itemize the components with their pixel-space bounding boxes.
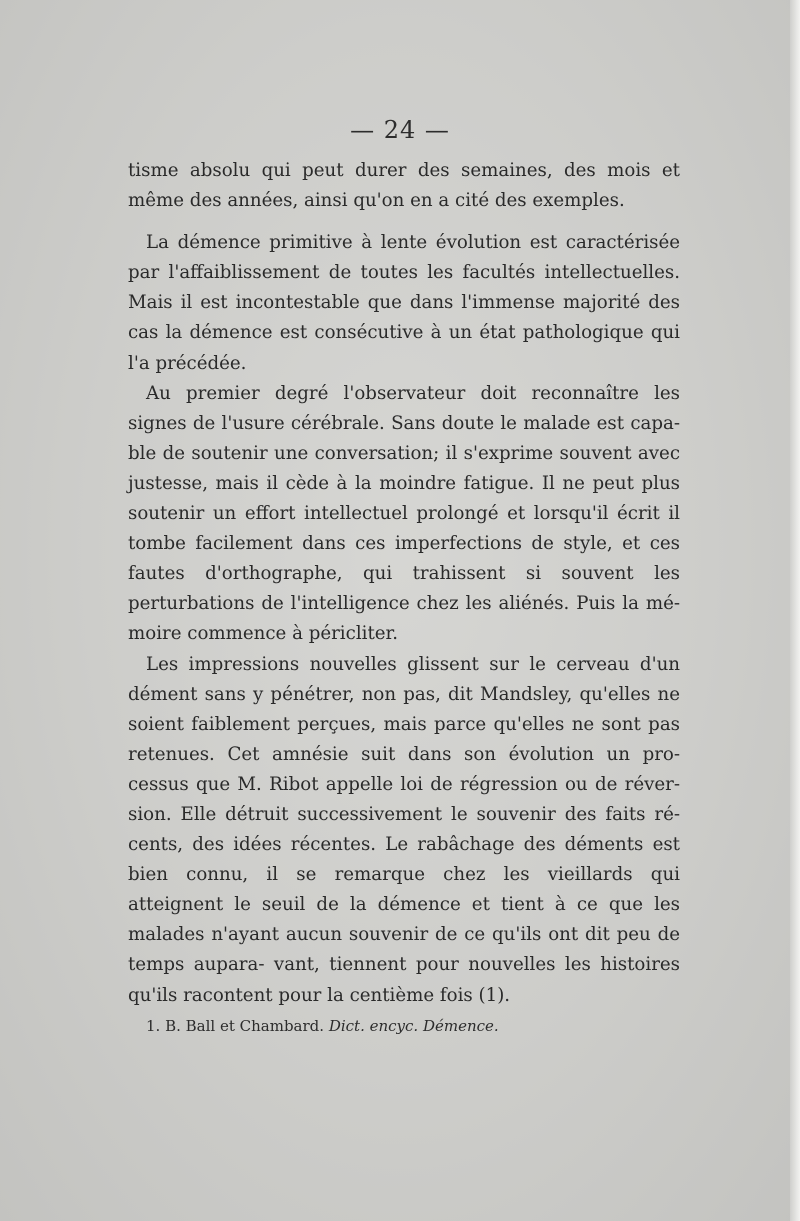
footnote-work: Dict. encyc.: [328, 1017, 419, 1035]
footnote: [146, 1016, 499, 1036]
footnote-authors: B. Ball et Chambard.: [165, 1017, 325, 1035]
page-edge: [790, 0, 800, 1221]
paragraph-first-degree: Au premier degré l'observateur doit reconnaître les signes de l'usure cérébrale. Sans doute le malade est capa- ble de soutenir une conversation; il s'exprime souvent avec justesse, mais il cède à la moindre fatigue. Il ne peut plus soutenir un effort intellectuel prolongé et lorsqu'il écrit il tombe facilement dans ces imperfections de style, et ces fautes d'orthographe, qui trahissent si souvent les perturbations de l'intelligence chez les aliénés. Puis la mé- moire commence à péricliter.: [128, 382, 680, 645]
footnote-entry: Démence.: [422, 1017, 499, 1035]
page-number: — 24 —: [350, 116, 450, 144]
body-text: [128, 156, 680, 1011]
paragraph-impressions: Les impressions nouvelles glissent sur le cerveau d'un dément sans y pénétrer, non pas, dit Mandsley, qu'elles ne soient faiblement perçues, mais parce qu'elles ne sont pas retenues. Cet amnésie suit dans son évolution un pro- cessus que M. Ribot appelle loi de régression ou de réver- sion. Elle détruit successivement le souvenir des faits ré- cents, des idées récentes. Le rabâchage des déments est bien connu, il se remarque chez les vieillards qui atteignent le seuil de la démence et tient à ce que les malades n'ayant aucun souvenir de ce qu'ils ont dit peu de temps aupara- vant, tiennent pour nouvelles les histoires qu'ils racontent pour la centième fois (1).: [128, 653, 680, 1006]
paragraph-continuation: tisme absolu qui peut durer des semaines, des mois et même des années, ainsi qu'on en a cité des exemples.: [128, 160, 680, 212]
footnote-marker: 1.: [146, 1017, 161, 1035]
paragraph-primitive-dementia: La démence primitive à lente évolution est caractérisée par l'affaiblissement de toutes les facultés intellectuelles. Mais il est incontestable que dans l'immense majorité des cas la démence est consécutive à un état pathologique qui l'a précédée.: [128, 232, 680, 374]
